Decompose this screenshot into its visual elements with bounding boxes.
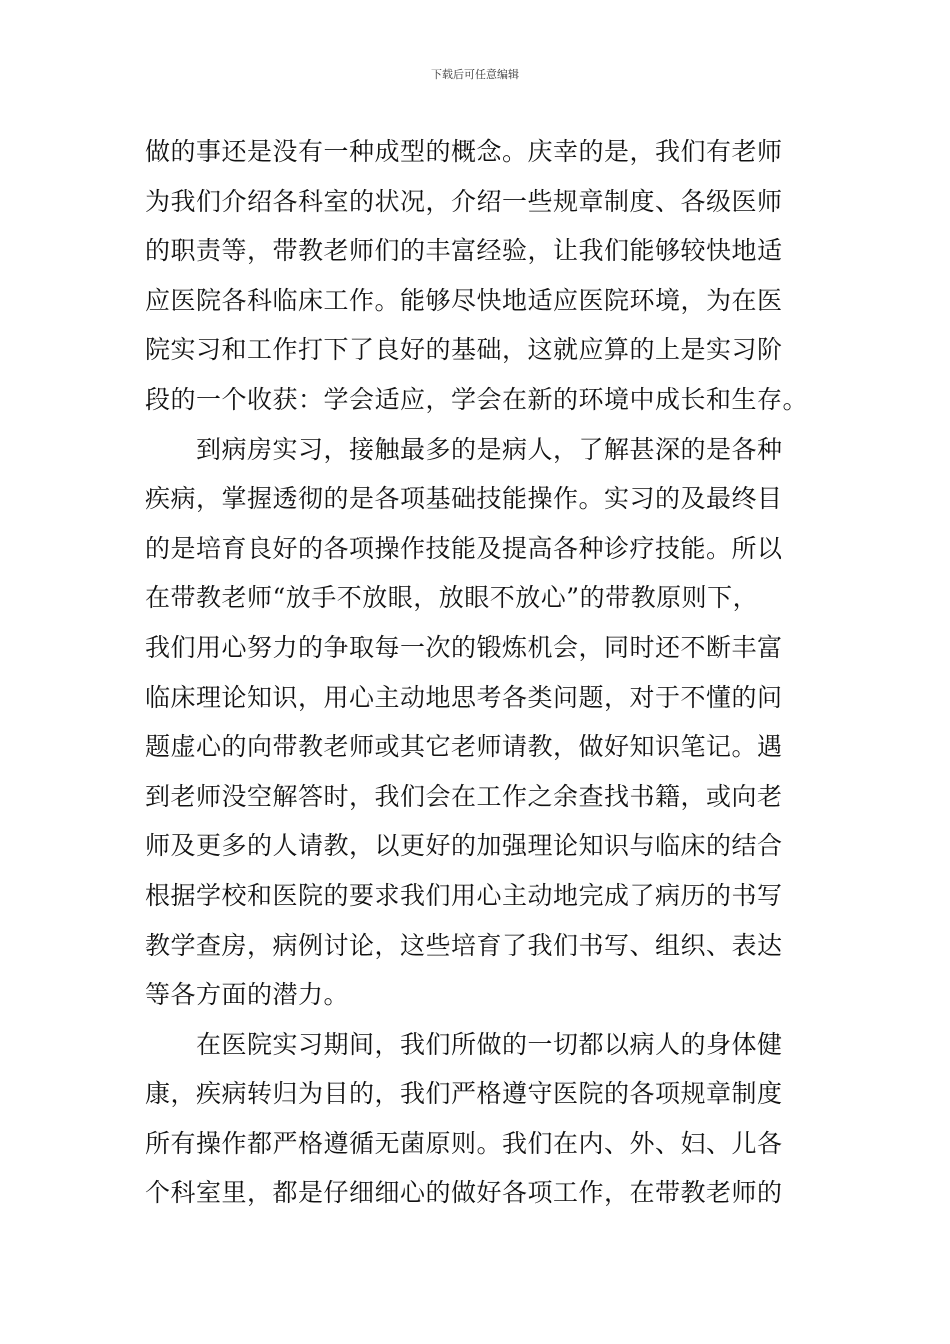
text-line: 的是培育良好的各项操作技能及提高各种诊疗技能。所以 [145, 533, 783, 563]
text-line: 的职责等，带教老师们的丰富经验，让我们能够较快地适 [145, 236, 783, 266]
text-line: 在带教老师“放手不放眼，放眼不放心”的带教原则下， [145, 583, 759, 613]
text-line: 为我们介绍各科室的状况，介绍一些规章制度、各级医师 [145, 186, 783, 216]
text-line: 个科室里，都是仔细细心的做好各项工作，在带教老师的 [145, 1178, 783, 1208]
text-line: 做的事还是没有一种成型的概念。庆幸的是，我们有老师 [145, 137, 783, 166]
text-line: 所有操作都严格遵循无菌原则。我们在内、外、妇、儿各 [145, 1128, 783, 1158]
text-line: 院实习和工作打下了良好的基础，这就应算的上是实习阶 [145, 335, 783, 365]
page-header: 下载后可任意编辑 [431, 68, 519, 81]
text-line: 段的一个收获：学会适应，学会在新的环境中成长和生存。 [145, 384, 809, 414]
text-line: 师及更多的人请教，以更好的加强理论知识与临床的结合 [145, 831, 783, 861]
text-line: 根据学校和医院的要求我们用心主动地完成了病历的书写 [145, 880, 783, 910]
text-line: 到老师没空解答时，我们会在工作之余查找书籍，或向老 [145, 781, 783, 811]
text-line: 我们用心努力的争取每一次的锻炼机会，同时还不断丰富 [145, 632, 783, 662]
text-line: 等各方面的潜力。 [145, 980, 350, 1010]
text-line: 题虚心的向带教老师或其它老师请教，做好知识笔记。遇 [145, 732, 783, 762]
text-line: 疾病，掌握透彻的是各项基础技能操作。实习的及最终目 [145, 484, 783, 514]
text-line: 康，疾病转归为目的，我们严格遵守医院的各项规章制度 [145, 1079, 783, 1109]
text-line: 临床理论知识，用心主动地思考各类问题，对于不懂的问 [145, 682, 783, 712]
text-line: 应医院各科临床工作。能够尽快地适应医院环境，为在医 [145, 285, 783, 315]
paragraph-start-line: 在医院实习期间，我们所做的一切都以病人的身体健 [196, 1029, 783, 1059]
paragraph-start-line: 到病房实习，接触最多的是病人，了解甚深的是各种 [196, 434, 783, 464]
document-body [145, 127, 815, 1218]
text-line: 教学查房，病例讨论，这些培育了我们书写、组织、表达 [145, 930, 783, 960]
